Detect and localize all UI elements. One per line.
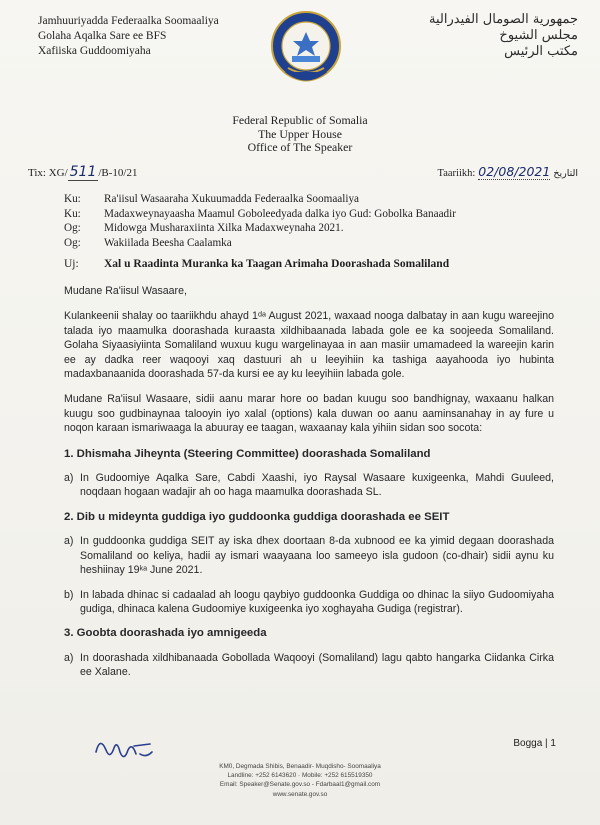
letterhead-arabic (378, 12, 578, 60)
item-text: In labada dhinac si cadaalad ah loogu qaybiyo guddoonka Guddiga oo dhinac la siiyo Gudoomiyaha gudiga, dhinaca kalena Gudoomiye kuxigeenka iyo xoghayaha Gudiga (registrar). (80, 588, 554, 615)
list-item (64, 471, 554, 500)
title-line: The Upper House (258, 126, 342, 141)
subject-label: Uj: (64, 258, 79, 270)
letterhead-line: Xafiiska Guddoomiyaha (38, 45, 151, 57)
title-line: Office of The Speaker (247, 140, 353, 154)
letter-footer (0, 762, 600, 799)
letter-body (64, 284, 554, 690)
letterhead-line: مجلس الشيوخ (499, 28, 578, 43)
recipient-label: Ku: (64, 207, 81, 220)
item-text: In Gudoomiye Aqalka Sare, Cabdi Xaashi, iyo Raysal Wasaare kuxigeenka, Mahdi Guuleed, noqdaan hogaan wadajir ah oo haga maamulka doorashada SL. (80, 472, 554, 499)
date-arabic-label: التاريخ (553, 168, 578, 179)
salutation: Mudane Ra'iisul Wasaare, (64, 285, 187, 297)
body-paragraph: Kulankeenii shalay oo taariikhdu ahayd 1ᵈᵃ August 2021, waxaad nooga dalbatay in aan kugu wareejino talada iyo maamulka doorashada kuraasta xildhibaanada labada gole ee ka soojeeda Somaliland. Golaha Siyaasiyiinta Somaliland wuxuu kugu wargelinayaa in aan masiir umamadeed la wareejin karin ee ay dadka reer waqooyi xaq dastuuri ah u leeyihiin ka tashiga aayahooda iyo hubinta madaxbanaanida doorashada 57-da kursi ee ay ku leeyihiin labada gole. (64, 310, 554, 381)
subject-line (64, 258, 449, 270)
item-text: In guddoonka guddiga SEIT ay iska dhex doortaan 8-da xubnood ee ka yimid degaan doorashada Somaliland oo keliya, hadii ay ismari waayaana loo sameeyo isla gudoon (co-dhair) sidii aynu ku heshiinay 19ᵏᵃ June 2021. (80, 535, 554, 577)
reference-number (28, 164, 138, 180)
letterhead-line: Golaha Aqalka Sare ee BFS (38, 30, 167, 42)
reference-handwritten: 511 (69, 164, 97, 180)
letterhead-english (0, 114, 600, 155)
recipient-label: Ku: (64, 193, 81, 205)
letterhead-somali (38, 14, 268, 59)
recipient-row (64, 192, 456, 207)
item-marker: a) (64, 651, 74, 664)
list-item (64, 588, 554, 617)
footer-line: Landline: +252 6143620 · Mobile: +252 615519350 (227, 772, 373, 780)
list-item (64, 651, 554, 680)
letterhead-line: مكتب الرئيس (504, 44, 578, 59)
footer-line: KM0, Degmada Shibis, Benaadir- Muqdisho- Soomaaliya (219, 763, 381, 770)
date-label: Taariikh: (437, 168, 476, 179)
section-heading: 1. Dhismaha Jiheynta (Steering Committee) doorashada Somaliland (64, 447, 431, 460)
title-line: Federal Republic of Somalia (232, 113, 368, 127)
recipient-label: Og: (64, 222, 81, 234)
page-number: Bogga | 1 (513, 738, 556, 749)
recipient-text: Madaxweynayaasha Maamul Goboleedyada dalka iyo Gud: Gobolka Banaadir (104, 207, 456, 220)
reference-prefix: Tix: XG/ (28, 167, 68, 179)
senate-emblem-icon (270, 10, 342, 90)
date-handwritten: 02/08/2021 (478, 164, 551, 179)
section-heading: 2. Dib u mideynta guddiga iyo guddoonka guddiga doorashada ee SEIT (64, 510, 450, 523)
letterhead-line: Jamhuuriyadda Federaalka Soomaaliya (38, 15, 219, 27)
recipient-row (64, 221, 456, 236)
item-marker: a) (64, 535, 74, 548)
date-line (438, 164, 578, 180)
recipient-text: Wakiilada Beesha Caalamka (104, 236, 232, 249)
signature-icon (90, 732, 160, 766)
item-text: In doorashada xildhibanaada Gobollada Waqooyi (Somaliland) lagu qabto hangarka Ciidanka Cirka ee Xalane. (80, 651, 554, 679)
section-heading: 3. Goobta doorashada iyo amnigeeda (64, 627, 267, 640)
item-marker: b) (64, 588, 74, 601)
reference-suffix: /B-10/21 (98, 167, 138, 179)
recipient-label: Og: (64, 236, 81, 249)
list-item (64, 534, 554, 577)
recipient-text: Midowga Musharaxiinta Xilka Madaxweynaha 2021. (104, 222, 344, 234)
letterhead-line: جمهورية الصومال الفيدرالية (429, 12, 578, 27)
footer-line: www.senate.gov.so (272, 790, 328, 798)
recipient-row (64, 207, 456, 222)
body-paragraph: Mudane Ra'iisul Wasaare, sidii aanu marar hore oo badan kuugu soo bandhignay, waxaanu halkan kuugu soo gudbinaynaa talooyin iyo xalal (options) kala duwan oo aanu aaminsanahay in ay fure u noqon karaan ismariwaaga la abuuray ee taagan, waxaanay kala yihiin sidan soo socota: (64, 393, 554, 435)
footer-line: Email: Speaker@Senate.gov.so - Fdarbaal1@gmail.com (219, 781, 381, 789)
recipient-text: Ra'iisul Wasaaraha Xukuumadda Federaalka Soomaaliya (104, 193, 360, 205)
recipients-list (64, 192, 456, 250)
item-marker: a) (64, 472, 74, 485)
recipient-row (64, 236, 456, 251)
subject-text: Xal u Raadinta Muranka ka Taagan Arimaha Doorashada Somaliland (104, 258, 450, 270)
